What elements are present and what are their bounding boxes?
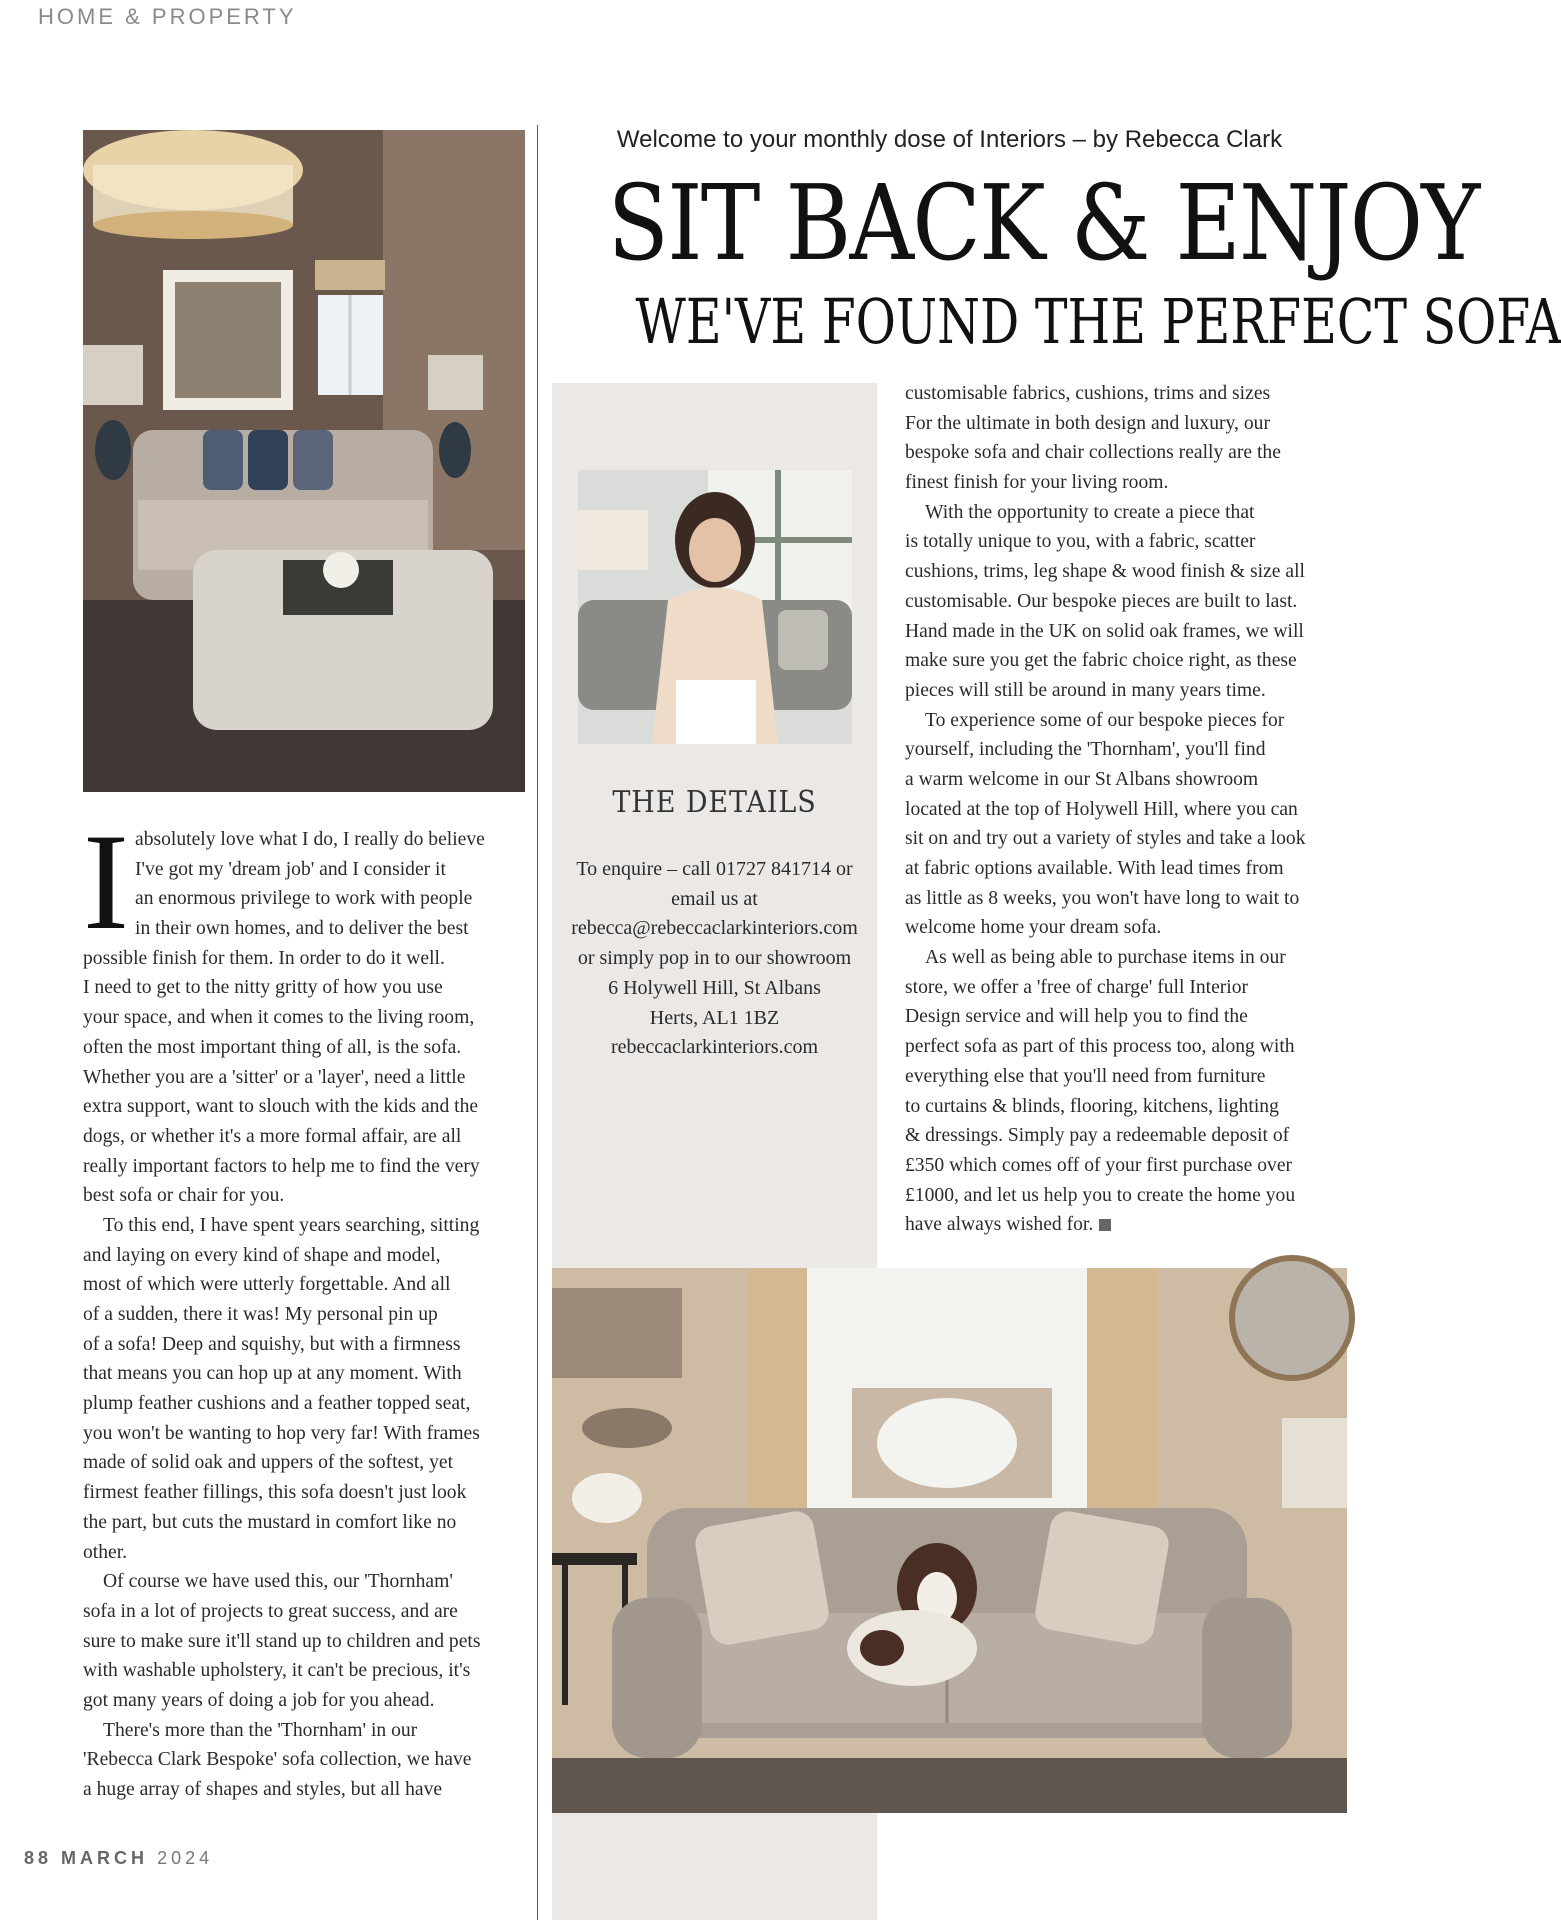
body-line: I've got my 'dream job' and I consider it	[135, 858, 446, 880]
body-line: yourself, including the 'Thornham', you'll find	[905, 739, 1266, 761]
body-line: got many years of doing a job for you ahead.	[83, 1689, 435, 1711]
body-line: and laying on every kind of shape and model,	[83, 1244, 441, 1266]
body-line: Whether you are a 'sitter' or a 'layer', need a little	[83, 1066, 466, 1088]
body-line: of a sudden, there it was! My personal pin up	[83, 1304, 438, 1325]
body-line: best sofa or chair for you.	[83, 1185, 285, 1207]
page-footer	[24, 1848, 213, 1869]
body-line: Design service and will help you to find the	[905, 1006, 1248, 1028]
body-line: a huge array of shapes and styles, but all have	[83, 1779, 443, 1800]
body-line: firmest feather fillings, this sofa doesn't just look	[83, 1482, 467, 1504]
body-line: a warm welcome in our St Albans showroom	[905, 768, 1259, 790]
body-line: made of solid oak and uppers of the softest, yet	[83, 1452, 454, 1474]
body-line: cushions, trims, leg shape & wood finish & size all	[905, 561, 1305, 583]
body-line: pieces will still be around in many years time.	[905, 679, 1266, 701]
page-number: 88	[24, 1848, 53, 1868]
details-line: email us at	[671, 887, 758, 910]
body-line: everything else that you'll need from furniture	[905, 1065, 1266, 1087]
author-portrait	[578, 470, 852, 744]
body-line: store, we offer a 'free of charge' full Interior	[905, 976, 1249, 998]
details-title: THE DETAILS	[612, 785, 817, 820]
issue-year: 2024	[157, 1848, 214, 1868]
author-portrait-illustration	[578, 470, 852, 744]
body-line: make sure you get the fabric choice right, as these	[905, 650, 1297, 672]
body-line: most of which were utterly forgettable. And all	[83, 1274, 451, 1296]
body-line: located at the top of Holywell Hill, where you can	[905, 798, 1298, 820]
body-line: As well as being able to purchase items in our	[925, 947, 1286, 969]
body-line: £350 which comes off of your first purchase over	[905, 1154, 1293, 1176]
body-line-text: have always wished for.	[905, 1214, 1094, 1236]
body-line: at fabric options available. With lead times from	[905, 858, 1284, 879]
living-room-photo	[83, 130, 525, 792]
body-line-last	[905, 1210, 1350, 1240]
section-label: HOME & PROPERTY	[38, 4, 297, 29]
body-line: other.	[83, 1541, 128, 1563]
details-line: 6 Holywell Hill, St Albans	[608, 976, 821, 999]
body-line: customisable. Our bespoke pieces are built to last.	[905, 590, 1298, 612]
body-line: I need to get to the nitty gritty of how you use	[83, 977, 443, 999]
body-line: that means you can hop up at any moment. With	[83, 1363, 462, 1385]
body-line: & dressings. Simply pay a redeemable deposit of	[905, 1125, 1290, 1147]
left-column-text	[83, 825, 528, 1805]
body-line: to curtains & blinds, flooring, kitchens, lighting	[905, 1095, 1279, 1117]
details-line: To enquire – call 01727 841714 or	[576, 858, 853, 880]
body-line: really important factors to help me to find the very	[83, 1155, 480, 1177]
body-line: sofa in a lot of projects to great success, and are	[83, 1600, 458, 1622]
right-column-text	[905, 379, 1350, 1240]
body-line: dogs, or whether it's a more formal affair, are all	[83, 1125, 462, 1147]
body-line: possible finish for them. In order to do it well.	[83, 947, 445, 969]
article-title: SIT BACK & ENJOY	[607, 162, 1479, 284]
article-subtitle: WE'VE FOUND THE PERFECT SOFA	[635, 285, 1561, 358]
details-website[interactable]: rebeccaclarkinteriors.com	[610, 1036, 819, 1059]
end-mark-icon	[1099, 1219, 1111, 1231]
body-line: sure to make sure it'll stand up to children and pets	[83, 1630, 481, 1652]
living-room-illustration	[83, 130, 525, 792]
body-line: your space, and when it comes to the living room,	[83, 1007, 475, 1029]
body-line: Hand made in the UK on solid oak frames, we will	[905, 620, 1304, 642]
column-divider	[537, 125, 538, 1920]
issue-month: MARCH	[61, 1848, 149, 1868]
body-line: the part, but cuts the mustard in comfort like no	[83, 1511, 457, 1533]
details-contact	[552, 855, 877, 1063]
body-line: extra support, want to slouch with the kids and the	[83, 1096, 479, 1118]
details-email[interactable]: rebecca@rebeccaclarkinteriors.com	[571, 917, 858, 940]
body-line: an enormous privilege to work with people	[135, 888, 473, 910]
body-line: sit on and try out a variety of styles and take a look	[905, 828, 1306, 850]
body-line: For the ultimate in both design and luxury, our	[905, 412, 1270, 434]
body-line: in their own homes, and to deliver the best	[135, 918, 469, 940]
body-line: finest finish for your living room.	[905, 472, 1169, 494]
body-line: of a sofa! Deep and squishy, but with a firmness	[83, 1333, 461, 1355]
article-kicker: Welcome to your monthly dose of Interiors – by Rebecca Clark	[616, 126, 1283, 153]
body-line: customisable fabrics, cushions, trims and sizes	[905, 383, 1271, 404]
body-line: bespoke sofa and chair collections really are the	[905, 442, 1281, 464]
body-line: £1000, and let us help you to create the home you	[905, 1184, 1296, 1206]
body-line: With the opportunity to create a piece that	[925, 501, 1255, 523]
body-line: absolutely love what I do, I really do believe	[135, 829, 485, 850]
body-line: is totally unique to you, with a fabric, scatter	[905, 531, 1256, 553]
body-line: To this end, I have spent years searching, sitting	[103, 1214, 480, 1236]
body-line: often the most important thing of all, is the sofa.	[83, 1036, 462, 1058]
body-line: There's more than the 'Thornham' in our	[103, 1719, 418, 1741]
body-line: Of course we have used this, our 'Thornham'	[103, 1571, 453, 1593]
body-line: as little as 8 weeks, you won't have long to wait to	[905, 887, 1300, 909]
details-line: or simply pop in to our showroom	[577, 947, 852, 970]
sofa-illustration	[552, 1268, 1347, 1813]
body-line: perfect sofa as part of this process too, along with	[905, 1036, 1295, 1058]
drop-cap: I	[83, 805, 129, 958]
body-line: To experience some of our bespoke pieces for	[925, 709, 1285, 731]
details-line: Herts, AL1 1BZ	[649, 1006, 780, 1029]
body-line: 'Rebecca Clark Bespoke' sofa collection, we have	[83, 1749, 472, 1771]
body-line: you won't be wanting to hop very far! With frames	[83, 1422, 480, 1444]
body-line: welcome home your dream sofa.	[905, 917, 1162, 939]
body-line: with washable upholstery, it can't be precious, it's	[83, 1660, 471, 1682]
body-line: plump feather cushions and a feather topped seat,	[83, 1393, 471, 1415]
sofa-with-dog-photo	[552, 1268, 1347, 1813]
